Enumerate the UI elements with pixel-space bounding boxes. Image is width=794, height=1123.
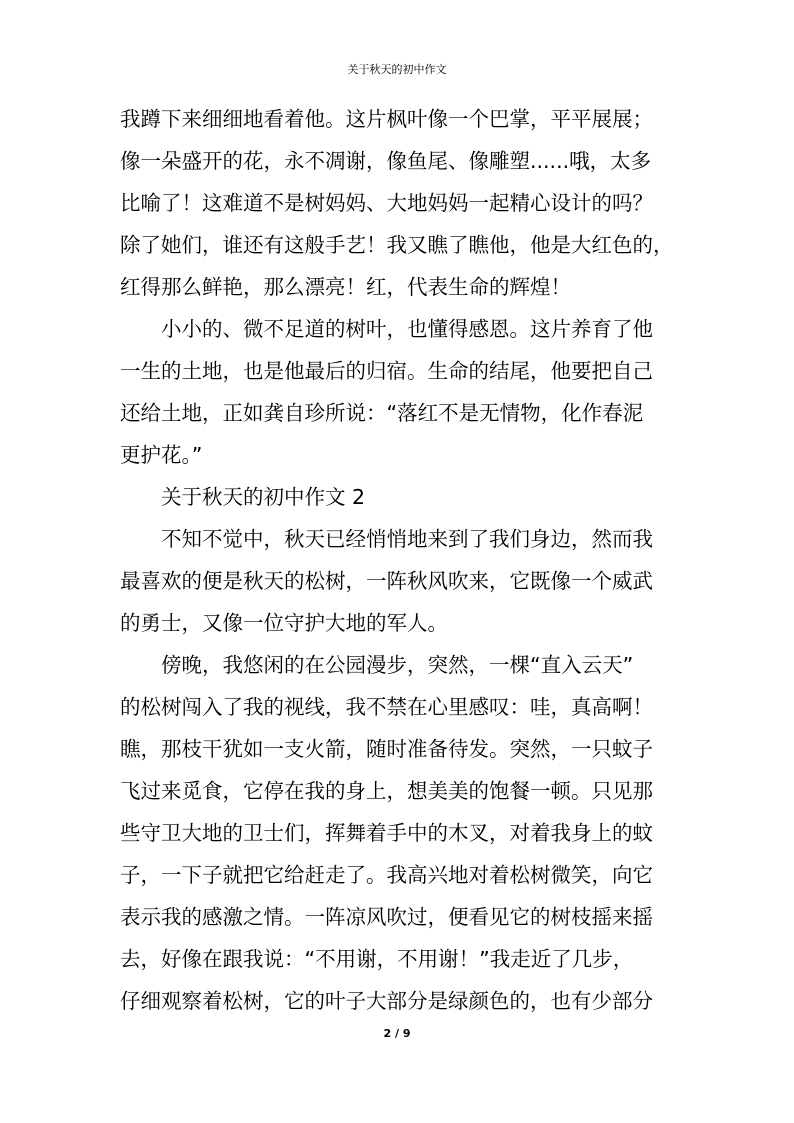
text-line: 更护花。” (120, 443, 203, 467)
text-line: 飞过来觅食，它停在我的身上，想美美的饱餐一顿。只见那 (120, 779, 653, 803)
document-body (120, 98, 694, 1022)
text-line: 些守卫大地的卫士们，挥舞着手中的木叉，对着我身上的蚊 (120, 821, 653, 845)
page-header-title: 关于秋天的初中作文 (347, 63, 447, 76)
text-line: 一生的土地，也是他最后的归宿。生命的结尾，他要把自己 (120, 359, 653, 383)
text-line: 的勇士，又像一位守护大地的军人。 (120, 611, 448, 635)
text-line: 红得那么鲜艳，那么漂亮！红，代表生命的辉煌！ (120, 275, 571, 299)
text-line: 表示我的感激之情。一阵凉风吹过，便看见它的树枝摇来摇 (120, 905, 653, 929)
text-line: 除了她们，谁还有这般手艺！我又瞧了瞧他，他是大红色的， (120, 233, 674, 257)
text-line: 还给土地，正如龚自珍所说：“落红不是无情物，化作春泥 (120, 401, 644, 425)
text-line: 仔细观察着松树，它的叶子大部分是绿颜色的，也有少部分 (120, 989, 653, 1013)
text-line: 最喜欢的便是秋天的松树，一阵秋风吹来，它既像一个威武 (120, 569, 653, 593)
text-line: 像一朵盛开的花，永不凋谢，像鱼尾、像雕塑......哦，太多 (120, 149, 652, 173)
page-number: 2 / 9 (383, 1027, 411, 1040)
section-heading: 关于秋天的初中作文 2 (161, 485, 366, 509)
text-line: 去，好像在跟我说：“不用谢，不用谢！”我走近了几步， (120, 947, 634, 971)
text-line: 的松树闯入了我的视线，我不禁在心里感叹：哇，真高啊！ (120, 695, 653, 719)
text-line: 比喻了！这难道不是树妈妈、大地妈妈一起精心设计的吗？ (120, 191, 653, 215)
text-line: 不知不觉中，秋天已经悄悄地来到了我们身边，然而我 (161, 527, 653, 551)
text-line: 傍晚，我悠闲的在公园漫步，突然，一棵“直入云天” (161, 653, 634, 677)
text-line: 我蹲下来细细地看着他。这片枫叶像一个巴掌，平平展展； (120, 107, 653, 131)
text-line: 瞧，那枝干犹如一支火箭，随时准备待发。突然，一只蚊子 (120, 737, 653, 761)
text-line: 小小的、微不足道的树叶，也懂得感恩。这片养育了他 (161, 317, 653, 341)
text-line: 子，一下子就把它给赶走了。我高兴地对着松树微笑，向它 (120, 863, 653, 887)
